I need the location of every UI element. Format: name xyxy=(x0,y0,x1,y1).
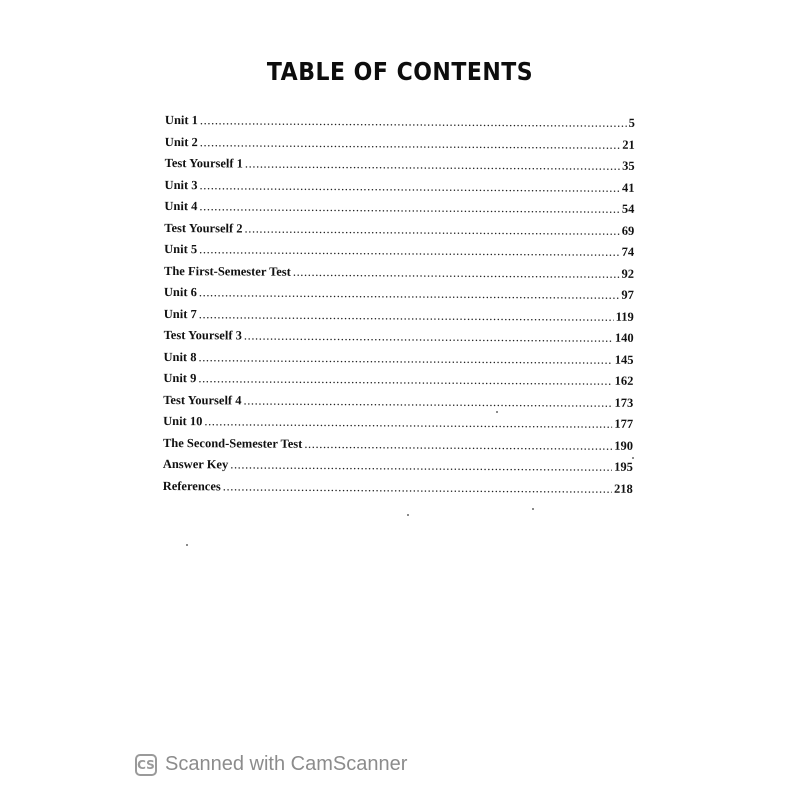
toc-entry xyxy=(163,478,633,502)
toc-entry-page-number: 190 xyxy=(614,438,634,453)
scan-speck xyxy=(186,544,188,546)
toc-entry-page-number: 97 xyxy=(621,287,634,302)
toc-entry-label: Test Yourself 4 xyxy=(163,392,242,407)
toc-entry xyxy=(163,349,633,373)
toc-entry xyxy=(165,113,635,137)
toc-entry-label: Unit 5 xyxy=(164,241,198,257)
toc-entry-page-number: 69 xyxy=(621,223,635,238)
toc-entry-page-number: 35 xyxy=(622,158,635,173)
toc-entry xyxy=(163,435,633,459)
toc-entry xyxy=(165,156,635,180)
toc-entry xyxy=(164,199,634,223)
camscanner-watermark xyxy=(135,753,407,776)
toc-entry-page-number: 145 xyxy=(614,352,634,367)
toc-entry-label: Test Yourself 1 xyxy=(164,155,243,171)
dot-leader xyxy=(200,135,621,153)
toc-entry xyxy=(163,392,633,416)
toc-entry xyxy=(164,328,634,352)
dot-leader xyxy=(244,328,613,345)
toc-entry-label: Unit 2 xyxy=(164,134,198,149)
toc-entry-page-number: 173 xyxy=(614,395,634,410)
toc-entry-page-number: 119 xyxy=(615,309,634,324)
toc-entry-label: Unit 7 xyxy=(163,306,197,321)
toc-entry-page-number: 5 xyxy=(628,115,635,130)
dot-leader xyxy=(243,393,612,410)
toc-entry xyxy=(163,457,633,481)
dot-leader xyxy=(204,414,612,431)
toc-entry xyxy=(163,371,633,395)
toc-entry-label: Unit 8 xyxy=(163,349,197,364)
toc-entry-label: Test Yourself 2 xyxy=(164,220,243,235)
toc-entry-page-number: 21 xyxy=(622,137,635,152)
toc-entry-label: Test Yourself 3 xyxy=(163,327,242,343)
dot-leader xyxy=(293,264,620,281)
toc-entry-label: References xyxy=(162,478,221,493)
toc-entry-page-number: 74 xyxy=(621,244,635,259)
toc-entry xyxy=(163,414,633,438)
toc-entry-label: Unit 4 xyxy=(164,198,198,214)
dot-leader xyxy=(198,371,612,389)
dot-leader xyxy=(223,479,612,496)
scan-speck xyxy=(632,457,634,459)
scan-speck xyxy=(407,514,409,516)
toc-entry-page-number: 162 xyxy=(614,373,634,388)
camscanner-logo-icon: CS xyxy=(135,754,157,776)
toc-entry-label: Unit 6 xyxy=(163,284,197,300)
dot-leader xyxy=(199,307,614,325)
toc-entry-page-number: 54 xyxy=(621,201,635,216)
toc-entry-label: Answer Key xyxy=(162,456,229,472)
toc-entry-page-number: 92 xyxy=(621,266,635,281)
toc-entry xyxy=(164,177,634,201)
dot-leader xyxy=(199,285,620,303)
toc-entry-page-number: 41 xyxy=(622,180,635,195)
toc-entry xyxy=(165,134,635,158)
dot-leader xyxy=(199,242,620,260)
dot-leader xyxy=(245,156,620,173)
page-title: TABLE OF CONTENTS xyxy=(266,58,534,87)
toc-entry-label: The Second-Semester Test xyxy=(162,435,303,451)
watermark-text: Scanned with CamScanner xyxy=(165,753,408,775)
toc-entry-label: Unit 1 xyxy=(164,113,198,128)
dot-leader xyxy=(199,199,620,217)
dot-leader xyxy=(304,436,612,453)
toc-entry xyxy=(164,220,634,244)
dot-leader xyxy=(200,113,627,131)
dot-leader xyxy=(245,221,620,238)
dot-leader xyxy=(200,178,621,196)
toc-entry-label: The First-Semester Test xyxy=(163,263,291,279)
toc-entry-page-number: 140 xyxy=(614,330,634,345)
toc-entry-page-number: 218 xyxy=(613,481,633,496)
toc-entry xyxy=(164,285,634,309)
toc-entry-page-number: 195 xyxy=(614,459,633,474)
dot-leader xyxy=(198,350,612,368)
table-of-contents xyxy=(163,113,635,503)
scan-speck xyxy=(532,508,534,510)
toc-entry-label: Unit 3 xyxy=(164,177,198,192)
toc-entry-label: Unit 9 xyxy=(163,370,197,386)
toc-entry xyxy=(164,242,634,266)
dot-leader xyxy=(230,457,612,474)
toc-entry-label: Unit 10 xyxy=(163,413,203,429)
toc-entry-page-number: 177 xyxy=(614,416,634,431)
toc-entry xyxy=(164,263,634,287)
toc-entry xyxy=(164,306,634,330)
scan-speck xyxy=(496,411,498,413)
